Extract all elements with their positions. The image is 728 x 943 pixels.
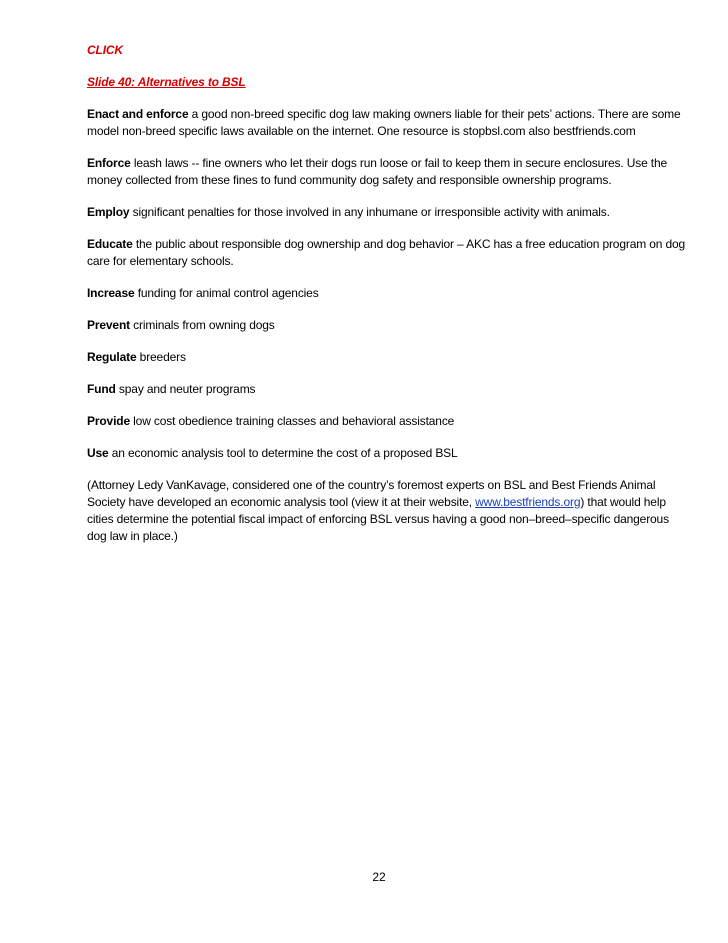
click-cue: CLICK [87,43,123,57]
paragraph-increase [87,285,687,302]
paragraph-lead: Increase [87,286,135,300]
paragraph-enact [87,106,687,140]
paragraph-lead: Fund [87,382,116,396]
paragraph-lead: Use [87,446,109,460]
paragraph-lead: Regulate [87,350,137,364]
closing-text-before: (Attorney Ledy VanKavage, considered one of the country’s foremost experts on BSL and Best Friends Animal Society have developed an economic analysis tool (view it at their website, [87,478,656,509]
paragraph-text: significant penalties for those involved in any inhumane or irresponsible activity with animals. [129,205,610,219]
paragraph-text: leash laws -- fine owners who let their dogs run loose or fail to keep them in secure enclosures. Use the money collected from these fines to fund community dog safety and responsible ownership programs. [87,156,668,187]
document-page [87,42,687,560]
bestfriends-link[interactable]: www.bestfriends.org [475,495,581,509]
paragraph-educate [87,236,687,270]
paragraph-text: funding for animal control agencies [134,286,319,300]
paragraph-enforce [87,155,687,189]
slide-title: Slide 40: Alternatives to BSL [87,75,246,89]
paragraph-lead: Prevent [87,318,130,332]
paragraph-text: the public about responsible dog ownership and dog behavior – AKC has a free education program on dog care for elementary schools. [87,237,686,268]
paragraph-text: a good non-breed specific dog law making owners liable for their pets’ actions. There are some model non-breed specific laws available on the internet. One resource is stopbsl.com also bestfriends.com [87,107,681,138]
paragraph-fund [87,381,687,398]
paragraph-prevent [87,317,687,334]
paragraph-use [87,445,687,462]
paragraph-regulate [87,349,687,366]
closing-text-after: ) that would help cities determine the potential fiscal impact of enforcing BSL versus having a good non–breed–specific dangerous dog law in place.) [87,495,669,543]
paragraph-lead: Enforce [87,156,131,170]
paragraph-text: low cost obedience training classes and behavioral assistance [129,414,455,428]
paragraph-lead: Employ [87,205,130,219]
paragraph-lead: Educate [87,237,133,251]
closing-paragraph [87,477,687,545]
paragraph-text: criminals from owning dogs [129,318,275,332]
paragraph-text: spay and neuter programs [115,382,256,396]
paragraph-lead: Enact and enforce [87,107,189,121]
paragraph-text: an economic analysis tool to determine the cost of a proposed BSL [108,446,458,460]
paragraph-employ [87,204,687,221]
paragraph-lead: Provide [87,414,130,428]
paragraph-provide [87,413,687,430]
page-number: 22 [372,870,386,884]
paragraph-text: breeders [136,350,186,364]
